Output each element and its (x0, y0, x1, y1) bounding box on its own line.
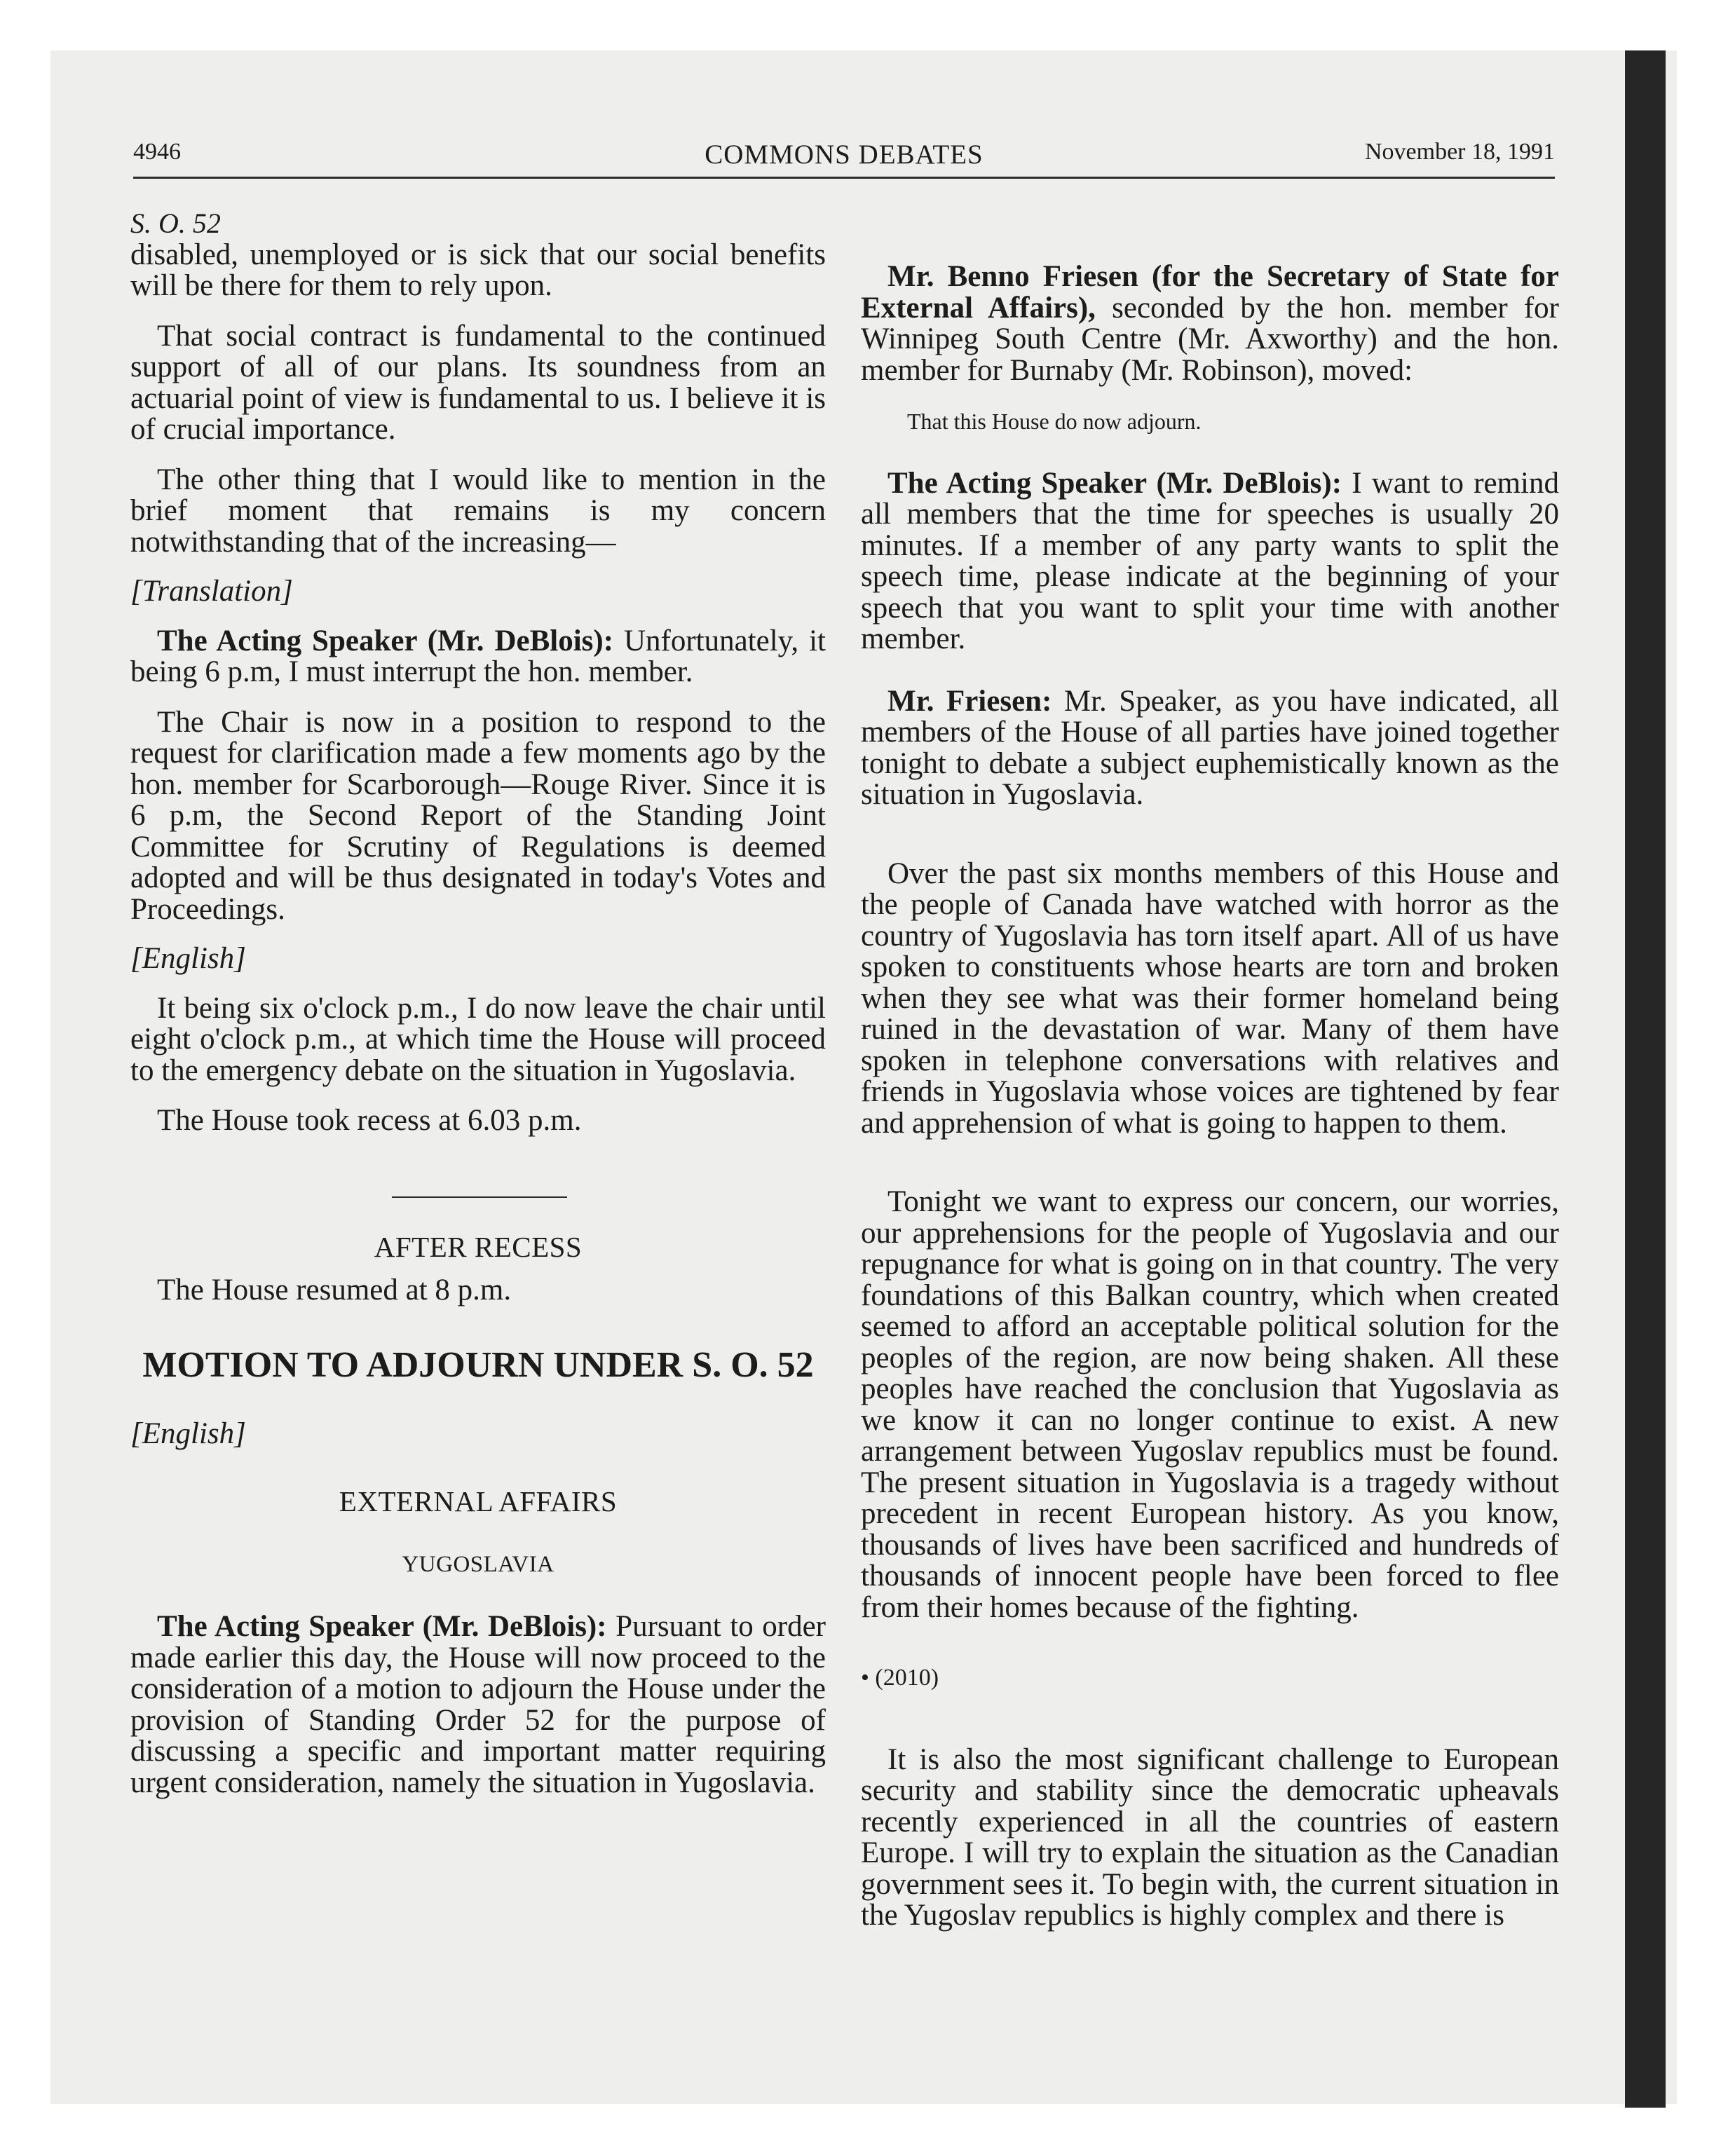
speaker-name: Mr. Benno Friesen (for the Secretary of State for External Affairs), (861, 260, 1559, 325)
scan-edge-shadow (1625, 50, 1666, 2108)
paragraph-speaker-pursuant (130, 1611, 826, 1799)
paragraph-leave-chair: It being six o'clock p.m., I do now leave the chair until eight o'clock p.m., at which time the House will proceed to the emergency debate on the situation in Yugoslavia. (130, 991, 826, 1087)
paragraph-recess: The House took recess at 6.03 p.m. (157, 1104, 582, 1137)
header-rule (133, 177, 1555, 179)
paragraph-speaker-remind (861, 468, 1559, 655)
language-label-english: [English] (130, 942, 246, 975)
language-label-translation: [Translation] (130, 575, 293, 608)
paragraph-social-contract: That social contract is fundamental to the continued support of all of our plans. Its soundness from an actuarial point of view is fundamental to us. I believe it is of crucial importance. (130, 319, 826, 446)
heading-yugoslavia: YUGOSLAVIA (402, 1551, 554, 1577)
heading-external-affairs: EXTERNAL AFFAIRS (339, 1485, 618, 1517)
speaker-name: The Acting Speaker (Mr. DeBlois): (157, 1610, 607, 1643)
speaker-name: Mr. Friesen: (887, 684, 1052, 718)
time-marker: • (2010) (861, 1665, 939, 1691)
section-mark: S. O. 52 (130, 207, 221, 239)
speech-text: I want to remind all members that the time for speeches is usually 20 minutes. If a member of any party wants to split the speech time, please indicate at the beginning of your speech that you want to split your time with another member. (861, 466, 1560, 655)
heading-after-recess: AFTER RECESS (374, 1230, 583, 1263)
speech-text: Pursuant to order made earlier this day, the House will now proceed to the consideration of a motion to adjourn the House under the provision of Standing Order 52 for the purpose of discussing a specific and important matter requiring urgent consideration, namely the situation in Yugoslavia. (130, 1610, 826, 1799)
publication-date: November 18, 1991 (1364, 139, 1555, 165)
motion-quote: That this House do now adjourn. (907, 409, 1202, 434)
publication-title: COMMONS DEBATES (705, 139, 984, 170)
paragraph-continuation: disabled, unemployed or is sick that our social benefits will be there for them to rely upon. (130, 238, 826, 302)
paragraph-chair-response: The Chair is now in a position to respond to the request for clarification made a few moments ago by the hon. member for Scarborough—Rouge River. Since it is 6 p.m, the Second Report of the Standing Joint Committee for Scrutiny of Regulations is deemed adopted and will be thus designated in today's Votes and Proceedings. (130, 705, 826, 926)
paragraph-speaker-interrupt (130, 626, 826, 688)
section-divider (392, 1196, 567, 1198)
paragraph-tonight: Tonight we want to express our concern, our worries, our apprehensions for the people of Yugoslavia and our repugnance for what is going on in that country. The very foundations of this Balkan country, which when created seemed to afford an acceptable political solution for the peoples of the region, are now being shaken. All these peoples have reached the conclusion that Yugoslavia as we know it can no longer continue to exist. A new arrangement between Yugoslav republics must be found. The present situation in Yugoslavia is a tragedy without precedent in recent European history. As you know, thousands of lives have been sacrificed and hundreds of thousands of innocent people have been forced to flee from their homes because of the fighting. (861, 1185, 1559, 1624)
speaker-name: The Acting Speaker (Mr. DeBlois): (887, 466, 1342, 500)
heading-motion-to-adjourn: MOTION TO ADJOURN UNDER S. O. 52 (142, 1344, 814, 1385)
speech-text: seconded by the hon. member for Winnipeg South Centre (Mr. Axworthy) and the hon. member for Burnaby (Mr. Robinson), moved: (861, 291, 1560, 387)
speech-text: Mr. Speaker, as you have indicated, all members of the House of all parties have joined together tonight to debate a subject euphemistically known as the situation in Yugoslavia. (861, 684, 1559, 811)
page-header (133, 139, 1555, 179)
paragraph-resumed: The House resumed at 8 p.m. (157, 1274, 512, 1306)
speaker-name: The Acting Speaker (Mr. DeBlois): (157, 624, 614, 657)
paragraph-friesen-opening (861, 686, 1559, 811)
paragraph-motion-moved (861, 261, 1559, 386)
left-column (130, 208, 826, 1799)
language-label-english: [English] (130, 1417, 246, 1450)
speech-text: Unfortunately, it being 6 p.m, I must interrupt the hon. member. (130, 624, 826, 688)
right-column (861, 261, 1559, 1932)
paragraph-challenge: It is also the most significant challenge to European security and stability since the democratic upheavals recently experienced in all the countries of eastern Europe. I will try to explain the situation as the Canadian government sees it. To begin with, the current situation in the Yugoslav republics is highly complex and there is (861, 1742, 1559, 1932)
paragraph-past-six-months: Over the past six months members of this House and the people of Canada have watched with horror as the country of Yugoslavia has torn itself apart. All of us have spoken to constituents whose hearts are torn and broken when they see what was their former homeland being ruined in the devastation of war. Many of them have spoken in telephone conversations with relatives and friends in Yugoslavia whose voices are tightened by fear and apprehension of what is going to happen to them. (861, 857, 1559, 1140)
page-number: 4946 (133, 139, 181, 165)
paragraph-other-thing: The other thing that I would like to mention in the brief moment that remains is my concern notwithstanding that of the increasing— (130, 463, 826, 559)
